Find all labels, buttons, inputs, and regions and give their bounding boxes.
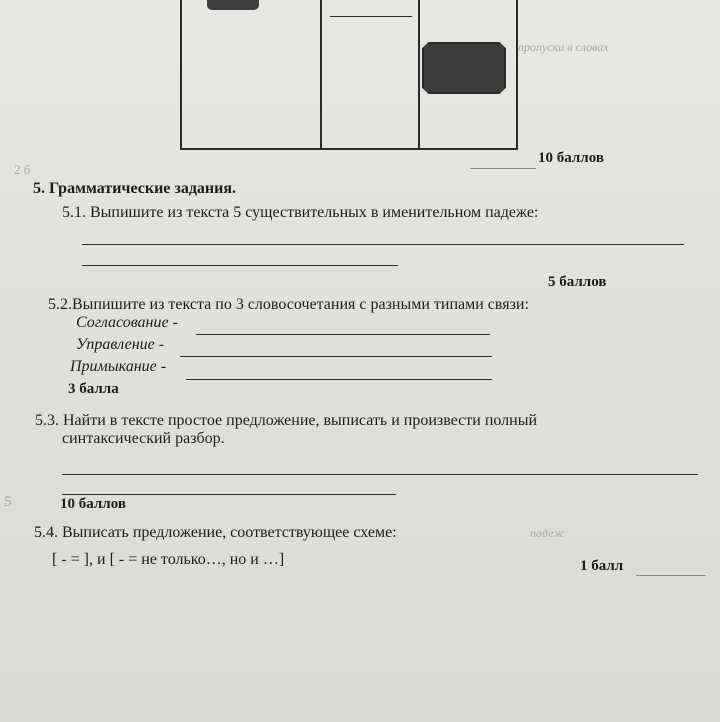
margin-mark: 5	[4, 494, 12, 510]
link-type-agreement: Согласование -	[76, 314, 178, 331]
task-5-2-text: 5.2.Выпишите из текста по 3 словосочетания с разными типами связи:	[48, 296, 529, 313]
score-line	[470, 168, 536, 169]
answer-line	[82, 244, 684, 245]
task-5-4-score: 1 балл	[580, 558, 624, 574]
answer-line	[186, 379, 492, 380]
answer-line	[180, 356, 492, 357]
answer-line	[82, 265, 398, 266]
table-border-right	[516, 0, 518, 150]
schema-rectangle-shape	[207, 0, 259, 10]
table-divider-1	[320, 0, 322, 150]
table-border-bottom	[180, 148, 518, 150]
answer-line	[62, 474, 698, 475]
score-top: 10 баллов	[538, 150, 604, 166]
task-5-1-text: 5.1. Выпишите из текста 5 существительных в именительном падеже:	[62, 204, 539, 221]
task-5-2-score: 3 балла	[68, 381, 119, 397]
faded-text: пропуски в словах	[518, 40, 609, 54]
table-divider-2	[418, 0, 420, 150]
task-5-4-text: 5.4. Выписать предложение, соответствующее схеме:	[34, 524, 397, 541]
link-type-adjunction: Примыкание -	[70, 358, 167, 375]
schema-plate-shape	[422, 42, 506, 94]
margin-mark: 2 б	[14, 162, 31, 177]
link-type-government: Управление -	[76, 336, 165, 353]
task-5-3-score: 10 баллов	[60, 496, 126, 512]
section-heading: 5. Грамматические задания.	[33, 180, 236, 197]
score-line	[636, 575, 706, 576]
task-5-4-scheme: [ - = ], и [ - = не только…, но и …]	[52, 551, 285, 568]
answer-line	[196, 334, 490, 335]
answer-line	[62, 494, 396, 495]
table-border-left	[180, 0, 182, 150]
task-5-1-score: 5 баллов	[548, 274, 607, 290]
task-5-3-line1: 5.3. Найти в тексте простое предложение, выписать и произвести полный	[35, 412, 538, 429]
table-cell-line	[330, 16, 412, 17]
task-5-3-line2: синтаксический разбор.	[62, 430, 225, 447]
faded-text: падеж	[530, 526, 565, 540]
